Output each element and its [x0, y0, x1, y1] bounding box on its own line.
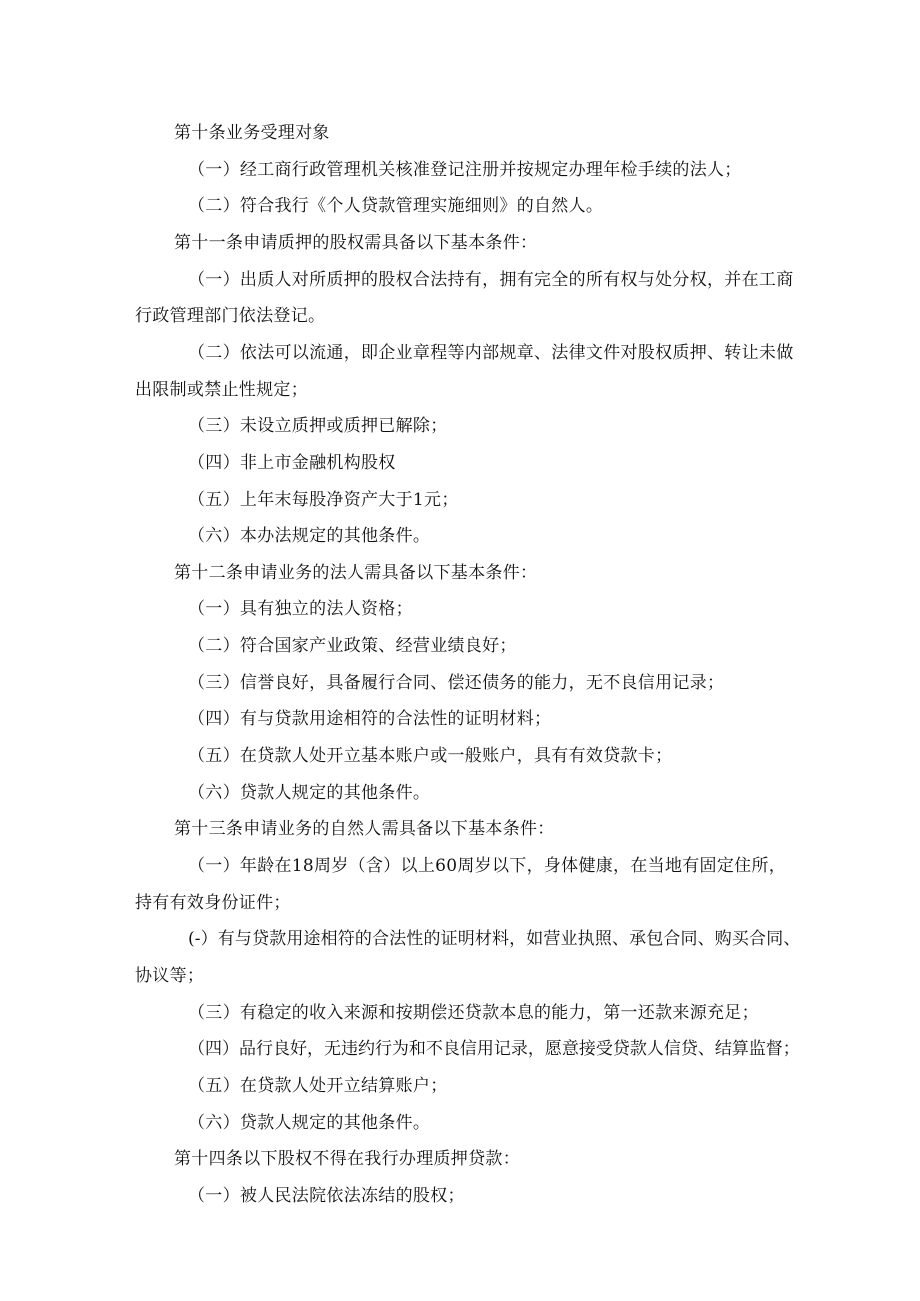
article-heading: 第十条业务受理对象: [174, 123, 330, 143]
clause-item: （五）在贷款人处开立基本账户或一般账户，具有有效贷款卡；: [188, 746, 673, 766]
clause-item: （三）信誉良好，具备履行合同、偿还债务的能力，无不良信用记录；: [188, 673, 725, 693]
clause-item: （五）上年末每股净资产大于1元；: [188, 490, 459, 510]
clause-item: （五）在贷款人处开立结算账户；: [188, 1076, 448, 1096]
clause-item: （六）贷款人规定的其他条件。: [188, 783, 431, 803]
paragraph-continuation: 持有有效身份证件；: [135, 893, 291, 913]
article-heading: 第十四条以下股权不得在我行办理质押贷款：: [174, 1149, 520, 1169]
article-heading: 第十一条申请质押的股权需具备以下基本条件：: [174, 233, 538, 253]
clause-item: （一）年龄在18周岁（含）以上60周岁以下，身体健康，在当地有固定住所，: [188, 856, 787, 876]
article-heading: 第十二条申请业务的法人需具备以下基本条件：: [174, 563, 538, 583]
clause-item: （三）未设立质押或质押已解除；: [188, 416, 448, 436]
clause-item: （三）有稳定的收入来源和按期偿还贷款本息的能力，第一还款来源充足；: [188, 1003, 759, 1023]
clause-item: （二）依法可以流通，即企业章程等内部规章、法律文件对股权质押、转让未做: [188, 343, 794, 363]
paragraph-continuation: 协议等；: [135, 966, 205, 986]
paragraph-continuation: 出限制或禁止性规定；: [135, 380, 308, 400]
clause-item: （二）符合我行《个人贷款管理实施细则》的自然人。: [188, 196, 604, 216]
clause-item: （四）非上市金融机构股权: [188, 453, 396, 473]
clause-item: （一）经工商行政管理机关核准登记注册并按规定办理年检手续的法人；: [188, 160, 742, 180]
clause-item: (-）有与贷款用途相符的合法性的证明材料，如营业执照、承包合同、购买合同、: [188, 929, 801, 949]
article-heading: 第十三条申请业务的自然人需具备以下基本条件：: [174, 819, 555, 839]
clause-item: （二）符合国家产业政策、经营业绩良好；: [188, 636, 517, 656]
clause-item: （六）贷款人规定的其他条件。: [188, 1113, 431, 1133]
clause-item: （一）具有独立的法人资格；: [188, 599, 413, 619]
paragraph-continuation: 行政管理部门依法登记。: [135, 306, 326, 326]
clause-item: （四）品行良好，无违约行为和不良信用记录，愿意接受贷款人信贷、结算监督；: [188, 1039, 800, 1059]
clause-item: （一）出质人对所质押的股权合法持有，拥有完全的所有权与处分权，并在工商: [188, 270, 794, 290]
clause-item: （一）被人民法院依法冻结的股权；: [188, 1186, 465, 1206]
clause-item: （六）本办法规定的其他条件。: [188, 526, 431, 546]
clause-item: （四）有与贷款用途相符的合法性的证明材料；: [188, 709, 552, 729]
